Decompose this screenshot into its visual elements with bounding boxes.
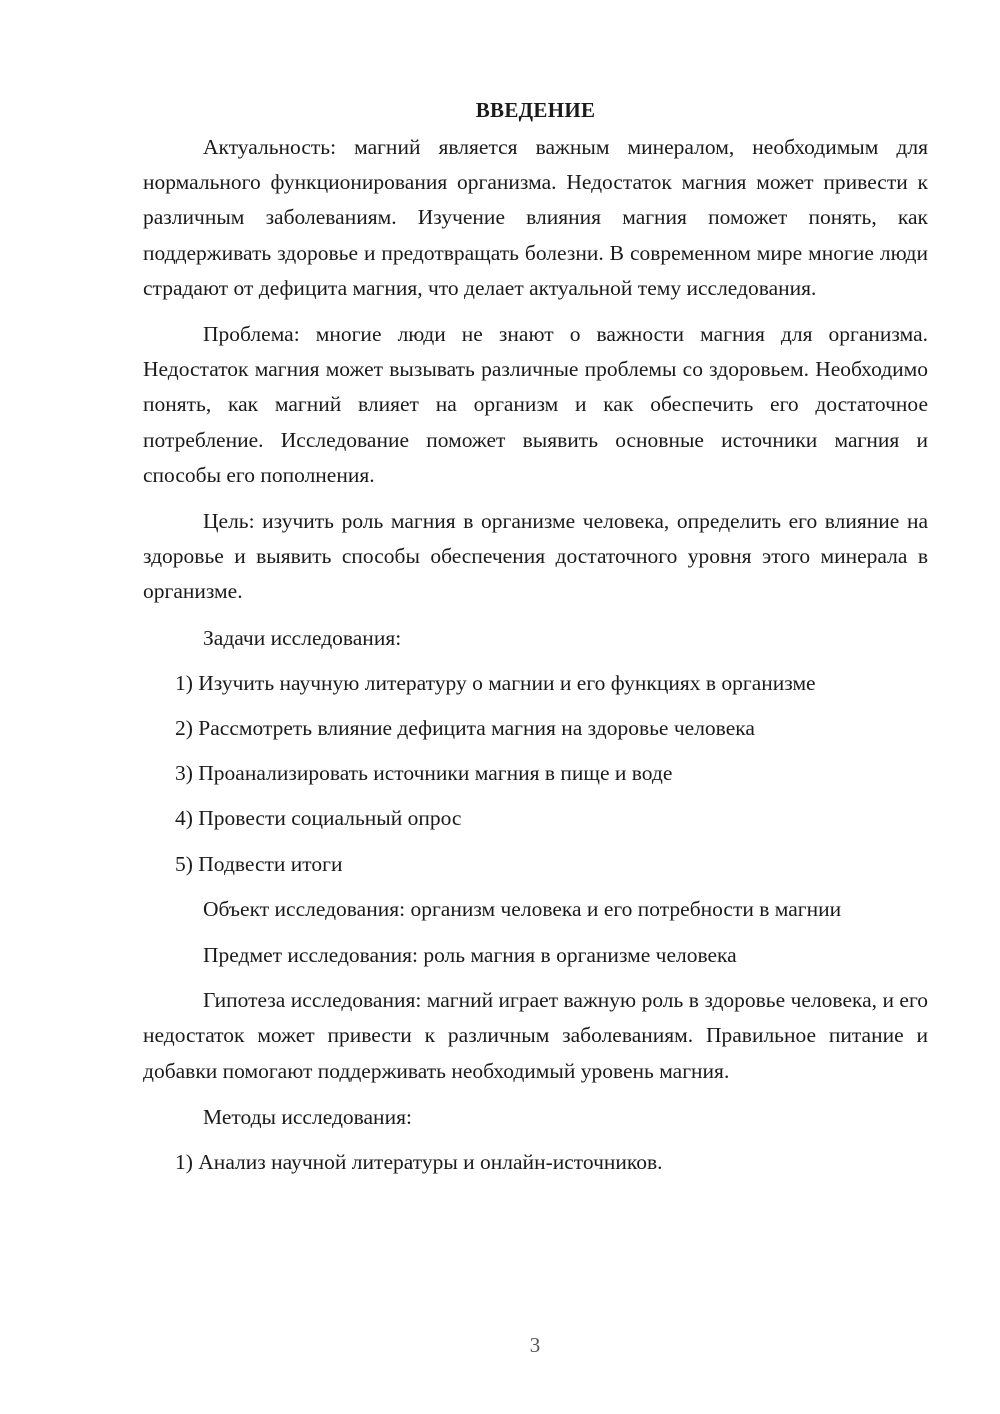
object-paragraph: Объект исследования: организм человека и его потребности в магнии [203,896,842,921]
goal-paragraph: Цель: изучить роль магния в организме человека, определить его влияние на здоровье и выявить способы обеспечения достаточного уровня этого минерала в организме. [143,509,928,604]
task-item: 2) Рассмотреть влияние дефицита магния на здоровье человека [175,716,755,741]
task-item: 4) Провести социальный опрос [175,806,462,831]
problem-paragraph: Проблема: многие люди не знают о важности магния для организма. Недостаток магния может вызывать различные проблемы со здоровьем. Необходимо понять, как магний влияет на организм и как обеспечить его достаточное потребление. Исследование поможет выявить основные источники магния и способы его пополнения. [143,322,928,487]
subject-paragraph: Предмет исследования: роль магния в организме человека [203,943,737,968]
task-item: 5) Подвести итоги [175,851,343,876]
document-page [143,90,928,1190]
tasks-list [143,666,928,882]
relevance-paragraph: Актуальность: магний является важным минералом, необходимым для нормального функционирования организма. Недостаток магния может привести к различным заболеваниям. Изучение влияния магния поможет понять, как поддерживать здоровье и предотвращать болезни. В современном мире многие люди страдают от дефицита магния, что делает актуальной тему исследования. [143,135,928,300]
hypothesis-paragraph: Гипотеза исследования: магний играет важную роль в здоровье человека, и его недостаток может привести к различным заболеваниям. Правильное питание и добавки помогают поддерживать необходимый уровень магния. [143,988,928,1083]
methods-list [143,1145,928,1180]
method-item: 1) Анализ научной литературы и онлайн-источников. [175,1150,663,1175]
methods-heading: Методы исследования: [203,1104,412,1129]
page-title: ВВЕДЕНИЕ [475,98,596,122]
tasks-heading: Задачи исследования: [203,625,402,650]
page-number: 3 [529,1333,541,1357]
task-item: 1) Изучить научную литературу о магнии и его функциях в организме [175,670,816,695]
task-item: 3) Проанализировать источники магния в пище и воде [175,761,673,786]
